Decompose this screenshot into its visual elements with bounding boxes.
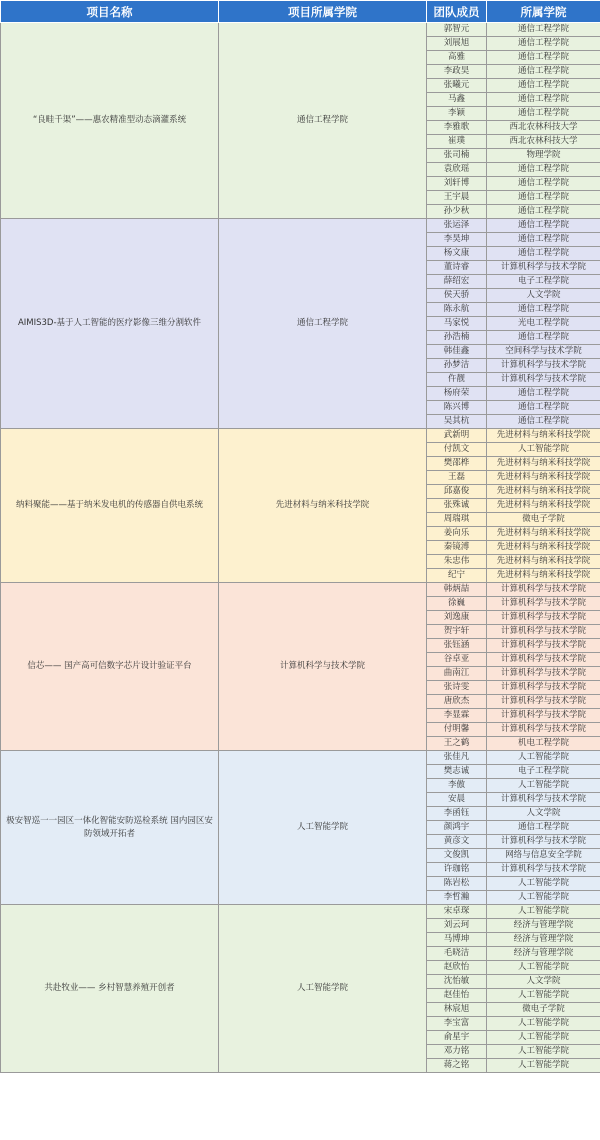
member-name-cell: 唐欣杰 bbox=[427, 695, 487, 709]
header-project-college: 项目所属学院 bbox=[219, 1, 427, 23]
member-name-cell: 俞星宇 bbox=[427, 1031, 487, 1045]
member-name-cell: 赵佳怡 bbox=[427, 989, 487, 1003]
member-name-cell: 李傲 bbox=[427, 779, 487, 793]
member-college-cell: 人工智能学院 bbox=[487, 751, 600, 765]
member-college-cell: 人工智能学院 bbox=[487, 779, 600, 793]
member-name-cell: 张钰涵 bbox=[427, 639, 487, 653]
member-name-cell: 王之鹤 bbox=[427, 737, 487, 751]
member-name-cell: 纪宁 bbox=[427, 569, 487, 583]
project-college-cell: 人工智能学院 bbox=[219, 905, 427, 1073]
member-name-cell: 林宸旭 bbox=[427, 1003, 487, 1017]
member-name-cell: 陈兴博 bbox=[427, 401, 487, 415]
member-college-cell: 人工智能学院 bbox=[487, 961, 600, 975]
table-row bbox=[1, 219, 600, 233]
member-college-cell: 先进材料与纳米科技学院 bbox=[487, 485, 600, 499]
table-body bbox=[1, 23, 600, 1073]
member-name-cell: 李宝富 bbox=[427, 1017, 487, 1031]
member-college-cell: 通信工程学院 bbox=[487, 233, 600, 247]
member-name-cell: 马鑫 bbox=[427, 93, 487, 107]
member-college-cell: 计算机科学与技术学院 bbox=[487, 359, 600, 373]
member-name-cell: 韩佳鑫 bbox=[427, 345, 487, 359]
member-college-cell: 通信工程学院 bbox=[487, 79, 600, 93]
member-name-cell: 陈永航 bbox=[427, 303, 487, 317]
member-name-cell: 吴其杭 bbox=[427, 415, 487, 429]
member-name-cell: 沈怡敏 bbox=[427, 975, 487, 989]
member-college-cell: 计算机科学与技术学院 bbox=[487, 373, 600, 387]
member-college-cell: 计算机科学与技术学院 bbox=[487, 723, 600, 737]
member-college-cell: 通信工程学院 bbox=[487, 303, 600, 317]
member-name-cell: 张运泽 bbox=[427, 219, 487, 233]
member-college-cell: 通信工程学院 bbox=[487, 65, 600, 79]
table-row bbox=[1, 751, 600, 765]
member-college-cell: 计算机科学与技术学院 bbox=[487, 835, 600, 849]
member-name-cell: 毛晓洁 bbox=[427, 947, 487, 961]
member-name-cell: 李哲瀚 bbox=[427, 891, 487, 905]
project-college-cell: 计算机科学与技术学院 bbox=[219, 583, 427, 751]
project-name-cell: 纳料聚能——基于纳米发电机的传感器自供电系统 bbox=[1, 429, 219, 583]
member-name-cell: 李颖 bbox=[427, 107, 487, 121]
member-name-cell: 颜鸿宇 bbox=[427, 821, 487, 835]
member-college-cell: 人工智能学院 bbox=[487, 1017, 600, 1031]
member-name-cell: 薛绍宏 bbox=[427, 275, 487, 289]
member-name-cell: 朱忠伟 bbox=[427, 555, 487, 569]
member-college-cell: 计算机科学与技术学院 bbox=[487, 695, 600, 709]
header-team-member: 团队成员 bbox=[427, 1, 487, 23]
member-name-cell: 刘展旭 bbox=[427, 37, 487, 51]
member-name-cell: 安晨 bbox=[427, 793, 487, 807]
member-college-cell: 光电工程学院 bbox=[487, 317, 600, 331]
member-college-cell: 微电子学院 bbox=[487, 513, 600, 527]
member-college-cell: 人文学院 bbox=[487, 807, 600, 821]
member-name-cell: 张诗雯 bbox=[427, 681, 487, 695]
member-name-cell: 高雅 bbox=[427, 51, 487, 65]
member-college-cell: 先进材料与纳米科技学院 bbox=[487, 541, 600, 555]
header-project-name: 项目名称 bbox=[1, 1, 219, 23]
member-college-cell: 通信工程学院 bbox=[487, 219, 600, 233]
member-college-cell: 通信工程学院 bbox=[487, 37, 600, 51]
member-college-cell: 人工智能学院 bbox=[487, 877, 600, 891]
member-name-cell: 孙浩楠 bbox=[427, 331, 487, 345]
member-name-cell: 周瑞琪 bbox=[427, 513, 487, 527]
member-name-cell: 张殊诚 bbox=[427, 499, 487, 513]
member-name-cell: 孙梦洁 bbox=[427, 359, 487, 373]
member-college-cell: 通信工程学院 bbox=[487, 331, 600, 345]
member-name-cell: 李函钰 bbox=[427, 807, 487, 821]
member-college-cell: 计算机科学与技术学院 bbox=[487, 681, 600, 695]
member-name-cell: 贺宇轩 bbox=[427, 625, 487, 639]
member-college-cell: 通信工程学院 bbox=[487, 107, 600, 121]
member-name-cell: 杨府荣 bbox=[427, 387, 487, 401]
member-name-cell: 侯天骄 bbox=[427, 289, 487, 303]
member-college-cell: 人工智能学院 bbox=[487, 1045, 600, 1059]
member-college-cell: 通信工程学院 bbox=[487, 93, 600, 107]
member-name-cell: 董诗睿 bbox=[427, 261, 487, 275]
member-college-cell: 人工智能学院 bbox=[487, 1059, 600, 1073]
member-college-cell: 先进材料与纳米科技学院 bbox=[487, 555, 600, 569]
header-member-college: 所属学院 bbox=[487, 1, 600, 23]
member-college-cell: 微电子学院 bbox=[487, 1003, 600, 1017]
member-name-cell: 文俊凯 bbox=[427, 849, 487, 863]
member-college-cell: 计算机科学与技术学院 bbox=[487, 863, 600, 877]
member-college-cell: 电子工程学院 bbox=[487, 275, 600, 289]
member-name-cell: 许珈铭 bbox=[427, 863, 487, 877]
project-name-cell: “良畦千渠”——惠农精准型动态滴灌系统 bbox=[1, 23, 219, 219]
member-college-cell: 通信工程学院 bbox=[487, 177, 600, 191]
member-college-cell: 经济与管理学院 bbox=[487, 933, 600, 947]
member-college-cell: 先进材料与纳米科技学院 bbox=[487, 569, 600, 583]
member-college-cell: 通信工程学院 bbox=[487, 821, 600, 835]
table-row bbox=[1, 905, 600, 919]
member-college-cell: 通信工程学院 bbox=[487, 191, 600, 205]
member-college-cell: 人工智能学院 bbox=[487, 1031, 600, 1045]
member-name-cell: 仵靓 bbox=[427, 373, 487, 387]
member-college-cell: 通信工程学院 bbox=[487, 163, 600, 177]
member-college-cell: 先进材料与纳米科技学院 bbox=[487, 457, 600, 471]
member-name-cell: 王磊 bbox=[427, 471, 487, 485]
member-name-cell: 刘逸康 bbox=[427, 611, 487, 625]
member-name-cell: 樊邵桦 bbox=[427, 457, 487, 471]
member-college-cell: 通信工程学院 bbox=[487, 247, 600, 261]
member-name-cell: 马家悦 bbox=[427, 317, 487, 331]
member-college-cell: 先进材料与纳米科技学院 bbox=[487, 429, 600, 443]
table-row bbox=[1, 23, 600, 37]
member-name-cell: 付明馨 bbox=[427, 723, 487, 737]
member-college-cell: 通信工程学院 bbox=[487, 51, 600, 65]
member-college-cell: 计算机科学与技术学院 bbox=[487, 611, 600, 625]
member-college-cell: 西北农林科技大学 bbox=[487, 135, 600, 149]
member-name-cell: 张司楠 bbox=[427, 149, 487, 163]
member-name-cell: 刘云珂 bbox=[427, 919, 487, 933]
project-college-cell: 先进材料与纳米科技学院 bbox=[219, 429, 427, 583]
member-college-cell: 通信工程学院 bbox=[487, 415, 600, 429]
header-row bbox=[1, 1, 600, 23]
member-name-cell: 秦镜溥 bbox=[427, 541, 487, 555]
member-college-cell: 网络与信息安全学院 bbox=[487, 849, 600, 863]
member-college-cell: 通信工程学院 bbox=[487, 401, 600, 415]
member-college-cell: 人工智能学院 bbox=[487, 443, 600, 457]
member-name-cell: 杨文康 bbox=[427, 247, 487, 261]
member-name-cell: 郭智元 bbox=[427, 23, 487, 37]
member-name-cell: 邓力铭 bbox=[427, 1045, 487, 1059]
member-name-cell: 王宇晨 bbox=[427, 191, 487, 205]
member-college-cell: 物理学院 bbox=[487, 149, 600, 163]
member-college-cell: 人工智能学院 bbox=[487, 891, 600, 905]
project-name-cell: 共赴牧业—— 乡村智慧养殖开创者 bbox=[1, 905, 219, 1073]
member-name-cell: 武新明 bbox=[427, 429, 487, 443]
member-college-cell: 先进材料与纳米科技学院 bbox=[487, 499, 600, 513]
member-college-cell: 经济与管理学院 bbox=[487, 919, 600, 933]
member-name-cell: 曲南江 bbox=[427, 667, 487, 681]
member-college-cell: 电子工程学院 bbox=[487, 765, 600, 779]
member-name-cell: 崔璞 bbox=[427, 135, 487, 149]
member-college-cell: 人工智能学院 bbox=[487, 905, 600, 919]
member-college-cell: 计算机科学与技术学院 bbox=[487, 667, 600, 681]
member-college-cell: 通信工程学院 bbox=[487, 23, 600, 37]
member-name-cell: 宋卓琛 bbox=[427, 905, 487, 919]
member-college-cell: 空间科学与技术学院 bbox=[487, 345, 600, 359]
member-name-cell: 孙少秋 bbox=[427, 205, 487, 219]
member-college-cell: 先进材料与纳米科技学院 bbox=[487, 471, 600, 485]
member-name-cell: 姜向乐 bbox=[427, 527, 487, 541]
table-row bbox=[1, 429, 600, 443]
table-row bbox=[1, 583, 600, 597]
member-college-cell: 计算机科学与技术学院 bbox=[487, 709, 600, 723]
project-name-cell: 极安智巡一一园区一体化智能安防巡检系统 国内园区安防领域开拓者 bbox=[1, 751, 219, 905]
member-name-cell: 徐巍 bbox=[427, 597, 487, 611]
member-name-cell: 蒋之铭 bbox=[427, 1059, 487, 1073]
member-college-cell: 计算机科学与技术学院 bbox=[487, 793, 600, 807]
member-name-cell: 韩炳喆 bbox=[427, 583, 487, 597]
member-name-cell: 李雅歌 bbox=[427, 121, 487, 135]
member-name-cell: 张曦元 bbox=[427, 79, 487, 93]
member-name-cell: 黄彦文 bbox=[427, 835, 487, 849]
member-college-cell: 经济与管理学院 bbox=[487, 947, 600, 961]
member-name-cell: 樊志诚 bbox=[427, 765, 487, 779]
member-name-cell: 李昊坤 bbox=[427, 233, 487, 247]
member-name-cell: 陈岩松 bbox=[427, 877, 487, 891]
project-name-cell: 信芯—— 国产高可信数字芯片设计验证平台 bbox=[1, 583, 219, 751]
member-name-cell: 邱嘉俊 bbox=[427, 485, 487, 499]
project-college-cell: 人工智能学院 bbox=[219, 751, 427, 905]
member-college-cell: 计算机科学与技术学院 bbox=[487, 261, 600, 275]
member-college-cell: 人文学院 bbox=[487, 289, 600, 303]
member-name-cell: 张佳凡 bbox=[427, 751, 487, 765]
member-name-cell: 谷卓亚 bbox=[427, 653, 487, 667]
member-college-cell: 计算机科学与技术学院 bbox=[487, 583, 600, 597]
project-college-cell: 通信工程学院 bbox=[219, 23, 427, 219]
member-name-cell: 付凯文 bbox=[427, 443, 487, 457]
member-name-cell: 刘轩博 bbox=[427, 177, 487, 191]
member-college-cell: 计算机科学与技术学院 bbox=[487, 625, 600, 639]
member-college-cell: 人工智能学院 bbox=[487, 989, 600, 1003]
member-name-cell: 李政昊 bbox=[427, 65, 487, 79]
member-college-cell: 机电工程学院 bbox=[487, 737, 600, 751]
member-name-cell: 李显霖 bbox=[427, 709, 487, 723]
member-college-cell: 通信工程学院 bbox=[487, 387, 600, 401]
member-name-cell: 赵欣怡 bbox=[427, 961, 487, 975]
member-college-cell: 计算机科学与技术学院 bbox=[487, 639, 600, 653]
member-college-cell: 通信工程学院 bbox=[487, 205, 600, 219]
project-college-cell: 通信工程学院 bbox=[219, 219, 427, 429]
member-college-cell: 西北农林科技大学 bbox=[487, 121, 600, 135]
member-college-cell: 计算机科学与技术学院 bbox=[487, 653, 600, 667]
member-name-cell: 袁欣瑶 bbox=[427, 163, 487, 177]
project-name-cell: AIMIS3D-基于人工智能的医疗影像三维分割软件 bbox=[1, 219, 219, 429]
member-name-cell: 马博坤 bbox=[427, 933, 487, 947]
member-college-cell: 人文学院 bbox=[487, 975, 600, 989]
member-college-cell: 计算机科学与技术学院 bbox=[487, 597, 600, 611]
member-college-cell: 先进材料与纳米科技学院 bbox=[487, 527, 600, 541]
